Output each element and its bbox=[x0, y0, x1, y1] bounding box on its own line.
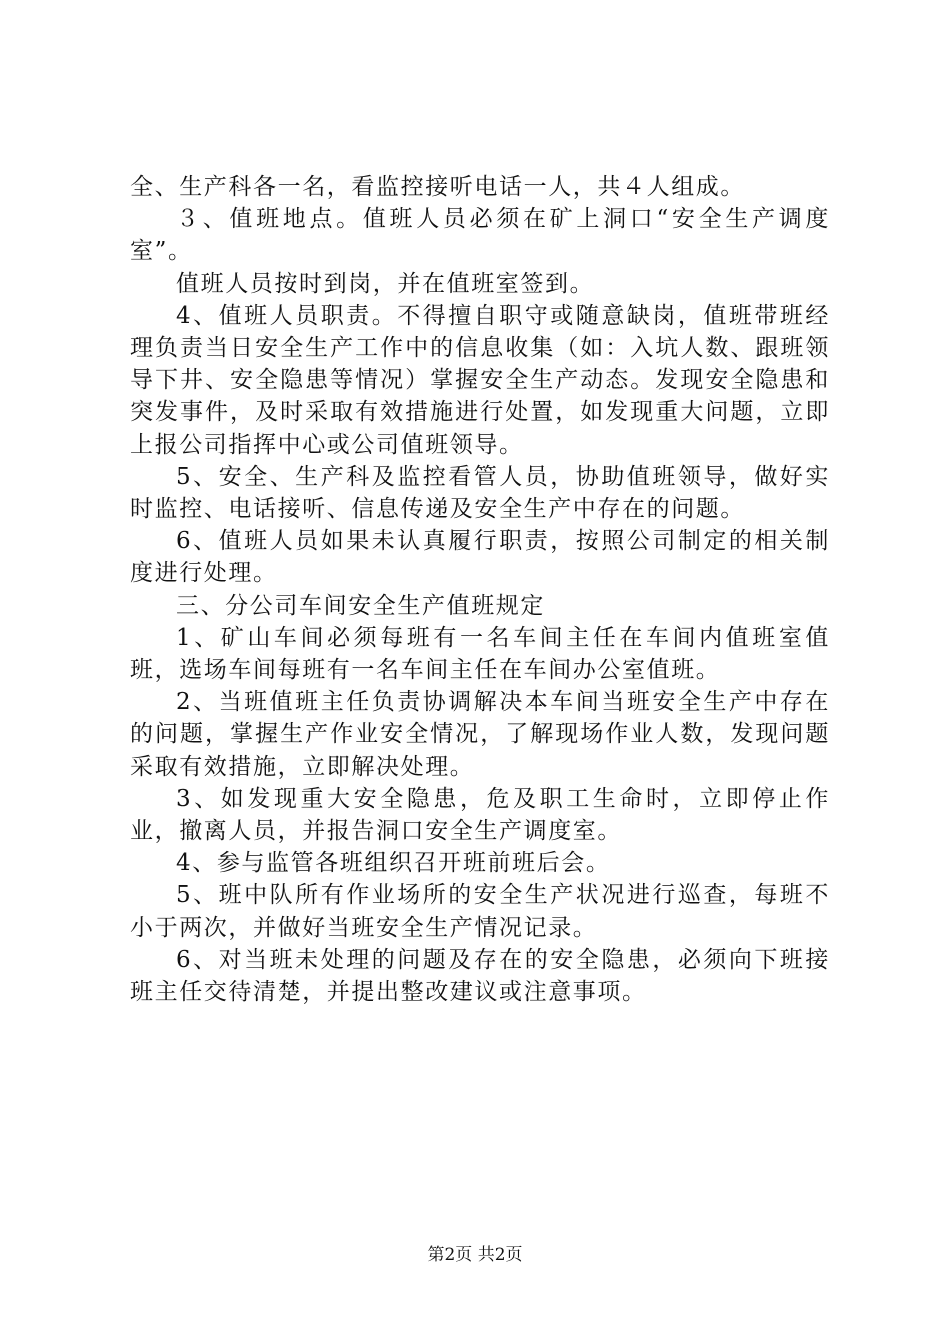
paragraph-5: 5、安全、生产科及监控看管人员，协助值班领导，做好实时监控、电话接听、信息传递及安全生产中存在的问题。 bbox=[130, 463, 830, 523]
paragraph-11: 4、参与监管各班组织召开班前班后会。 bbox=[176, 850, 611, 877]
paragraph-13: 6、对当班未处理的问题及存在的安全隐患，必须向下班接班主任交待清楚，并提出整改建议或注意事项。 bbox=[130, 946, 830, 1006]
page-footer: 第2页 共2页 bbox=[427, 1245, 523, 1265]
paragraph-8: 1、矿山车间必须每班有一名车间主任在车间内值班室值班，选场车间每班有一名车间主任在车间办公室值班。 bbox=[130, 624, 830, 684]
paragraph-10: 3、如发现重大安全隐患，危及职工生命时，立即停止作业，撤离人员，并报告洞口安全生产调度室。 bbox=[130, 785, 830, 845]
paragraph-9: 2、当班值班主任负责协调解决本车间当班安全生产中存在的问题，掌握生产作业安全情况，了解现场作业人数，发现问题采取有效措施，立即解决处理。 bbox=[130, 689, 830, 780]
paragraph-1: 全、生产科各一名，看监控接听电话一人，共４人组成。 bbox=[130, 174, 745, 200]
paragraph-3: 值班人员按时到岗，并在值班室签到。 bbox=[176, 270, 595, 297]
paragraph-4: 4、值班人员职责。不得擅自职守或随意缺岗，值班带班经理负责当日安全生产工作中的信息收集（如：入坑人数、跟班领导下井、安全隐患等情况）掌握安全生产动态。发现安全隐患和突发事件，及时采取有效措施进行处置，如发现重大问题，立即上报公司指挥中心或公司值班领导。 bbox=[130, 302, 830, 458]
paragraph-12: 5、班中队所有作业场所的安全生产状况进行巡查，每班不小于两次，并做好当班安全生产情况记录。 bbox=[130, 882, 830, 941]
section-heading: 三、分公司车间安全生产值班规定 bbox=[176, 592, 545, 619]
document-body bbox=[130, 171, 830, 1008]
paragraph-6: 6、值班人员如果未认真履行职责，按照公司制定的相关制度进行处理。 bbox=[130, 528, 830, 587]
paragraph-2: ３、值班地点。值班人员必须在矿上洞口“安全生产调度室”。 bbox=[130, 206, 830, 265]
